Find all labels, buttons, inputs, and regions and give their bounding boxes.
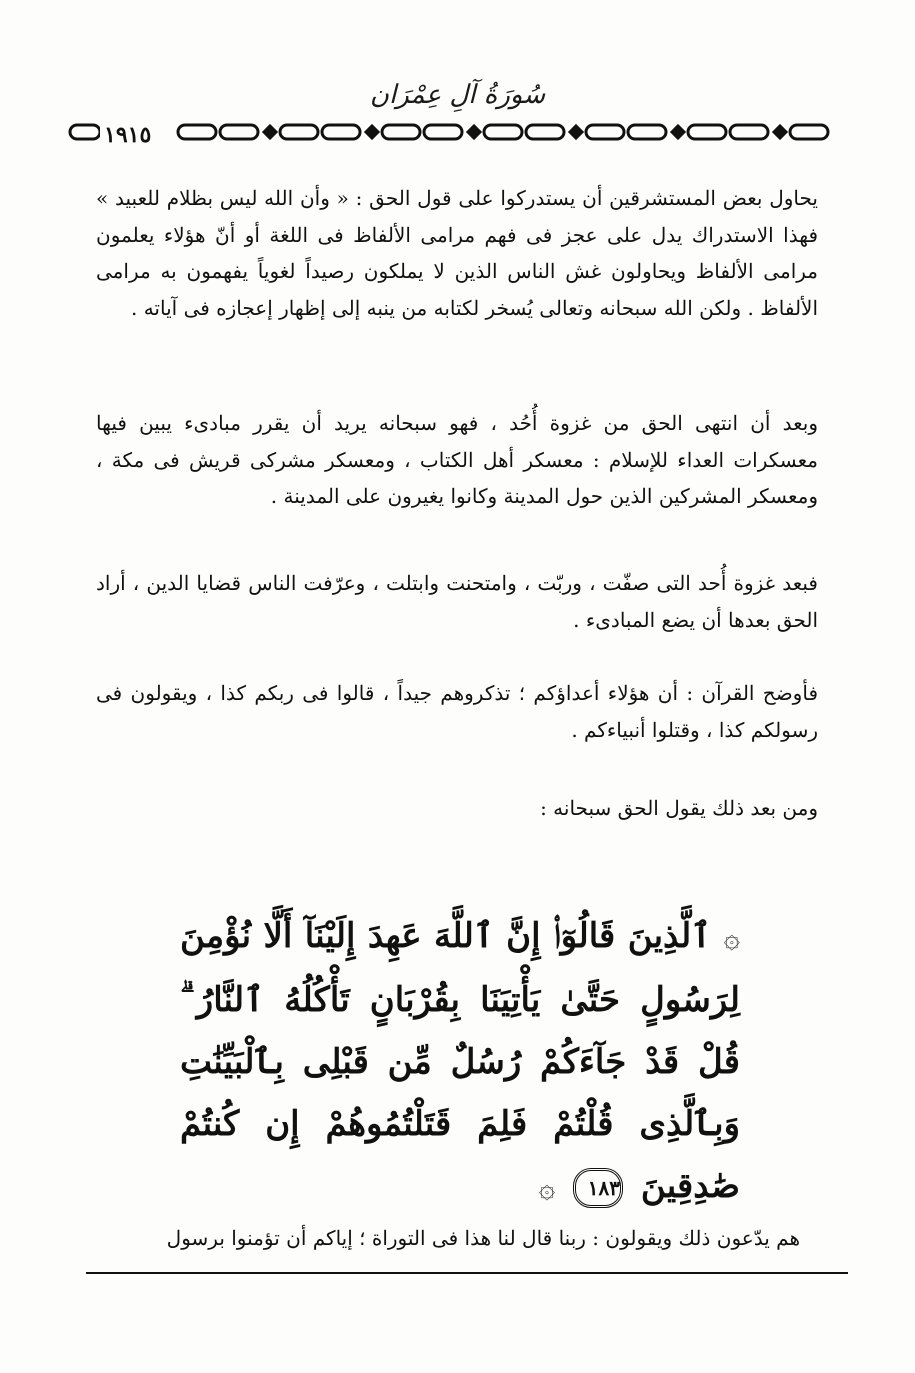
- band-oval: [382, 125, 420, 139]
- band-oval: [526, 125, 564, 139]
- band-oval: [70, 125, 100, 139]
- verse-close-ornament-icon: ۞: [538, 1171, 556, 1204]
- band-oval: [220, 125, 258, 139]
- band-oval: [484, 125, 522, 139]
- header-ornament-band: [68, 118, 838, 146]
- quran-verse: [180, 905, 740, 1219]
- paragraph-3: فبعد غزوة أُحد التى صفّت ، وربّت ، وامتحنت وابتلت ، وعرّفت الناس قضايا الدين ، أراد الحق بعدها أن يضع المبادىء .: [96, 571, 818, 632]
- band-oval: [688, 125, 726, 139]
- band-oval: [424, 125, 462, 139]
- band-oval: [322, 125, 360, 139]
- verse-text: ٱلَّذِينَ قَالُوٓا۟ إِنَّ ٱللَّهَ عَهِدَ إِلَيْنَآ أَلَّا نُؤْمِنَ لِرَسُولٍ حَتَّىٰ يَأْتِيَنَا بِقُرْبَانٍ تَأْكُلُهُ ٱلنَّارُ ۗ قُلْ قَدْ جَآءَكُمْ رُسُلٌ مِّن قَبْلِى بِٱلْبَيِّنَٰتِ وَبِٱلَّذِى قُلْتُمْ فَلِمَ قَتَلْتُمُوهُمْ إِن كُنتُمْ صَٰدِقِينَ: [180, 916, 740, 1206]
- band-diamond: [366, 126, 378, 138]
- page-number: ١٩١٥: [100, 122, 155, 148]
- band-diamond: [468, 126, 480, 138]
- continuation-line: هم يدّعون ذلك ويقولون : ربنا قال لنا هذا فى التوراة ؛ إياكم أن تؤمنوا برسول: [166, 1226, 800, 1250]
- band-oval: [178, 125, 216, 139]
- band-diamond: [570, 126, 582, 138]
- band-oval: [586, 125, 624, 139]
- paragraph-1: يحاول بعض المستشرقين أن يستدركوا على قول الحق : « وأن الله ليس بظلام للعبيد » فهذا الاستدراك يدل على عجز فى فهم مرامى الألفاظ فى اللغة أو أنّ هؤلاء يعلمون مرامى الألفاظ ويحاولون غش الناس الذين لا يملكون رصيداً لغوياً يفهمون به مرامى الألفاظ . ولكن الله سبحانه وتعالى يُسخر لكتابه من ينبه إلى إظهار إعجازه فى آياته .: [96, 186, 818, 320]
- band-diamond: [264, 126, 276, 138]
- paragraph-4: فأوضح القرآن : أن هؤلاء أعداؤكم ؛ تذكروهم جيداً ، قالوا فى ربكم كذا ، ويقولون فى رسولكم كذا ، وقتلوا أنبياءكم .: [96, 681, 818, 742]
- bottom-rule: [86, 1272, 848, 1274]
- paragraph-2: وبعد أن انتهى الحق من غزوة أُحُد ، فهو سبحانه يريد أن يقرر مبادىء يبين فيها معسكرات العداء للإسلام : معسكر أهل الكتاب ، ومعسكر مشركى قريش فى مكة ، ومعسكر المشركين الذين حول المدينة وكانوا يغيرون على المدينة .: [96, 411, 818, 508]
- paragraph-5: ومن بعد ذلك يقول الحق سبحانه :: [540, 796, 818, 820]
- band-oval: [730, 125, 768, 139]
- verse-open-ornament-icon: ۞: [723, 921, 740, 954]
- band-oval: [628, 125, 666, 139]
- band-diamond: [672, 126, 684, 138]
- surah-title: سُورَةُ آلِ عِمْرَان: [369, 80, 546, 110]
- band-diamond: [774, 126, 786, 138]
- ayah-number-badge: ١٨٣: [573, 1168, 623, 1208]
- band-oval: [280, 125, 318, 139]
- band-oval: [790, 125, 828, 139]
